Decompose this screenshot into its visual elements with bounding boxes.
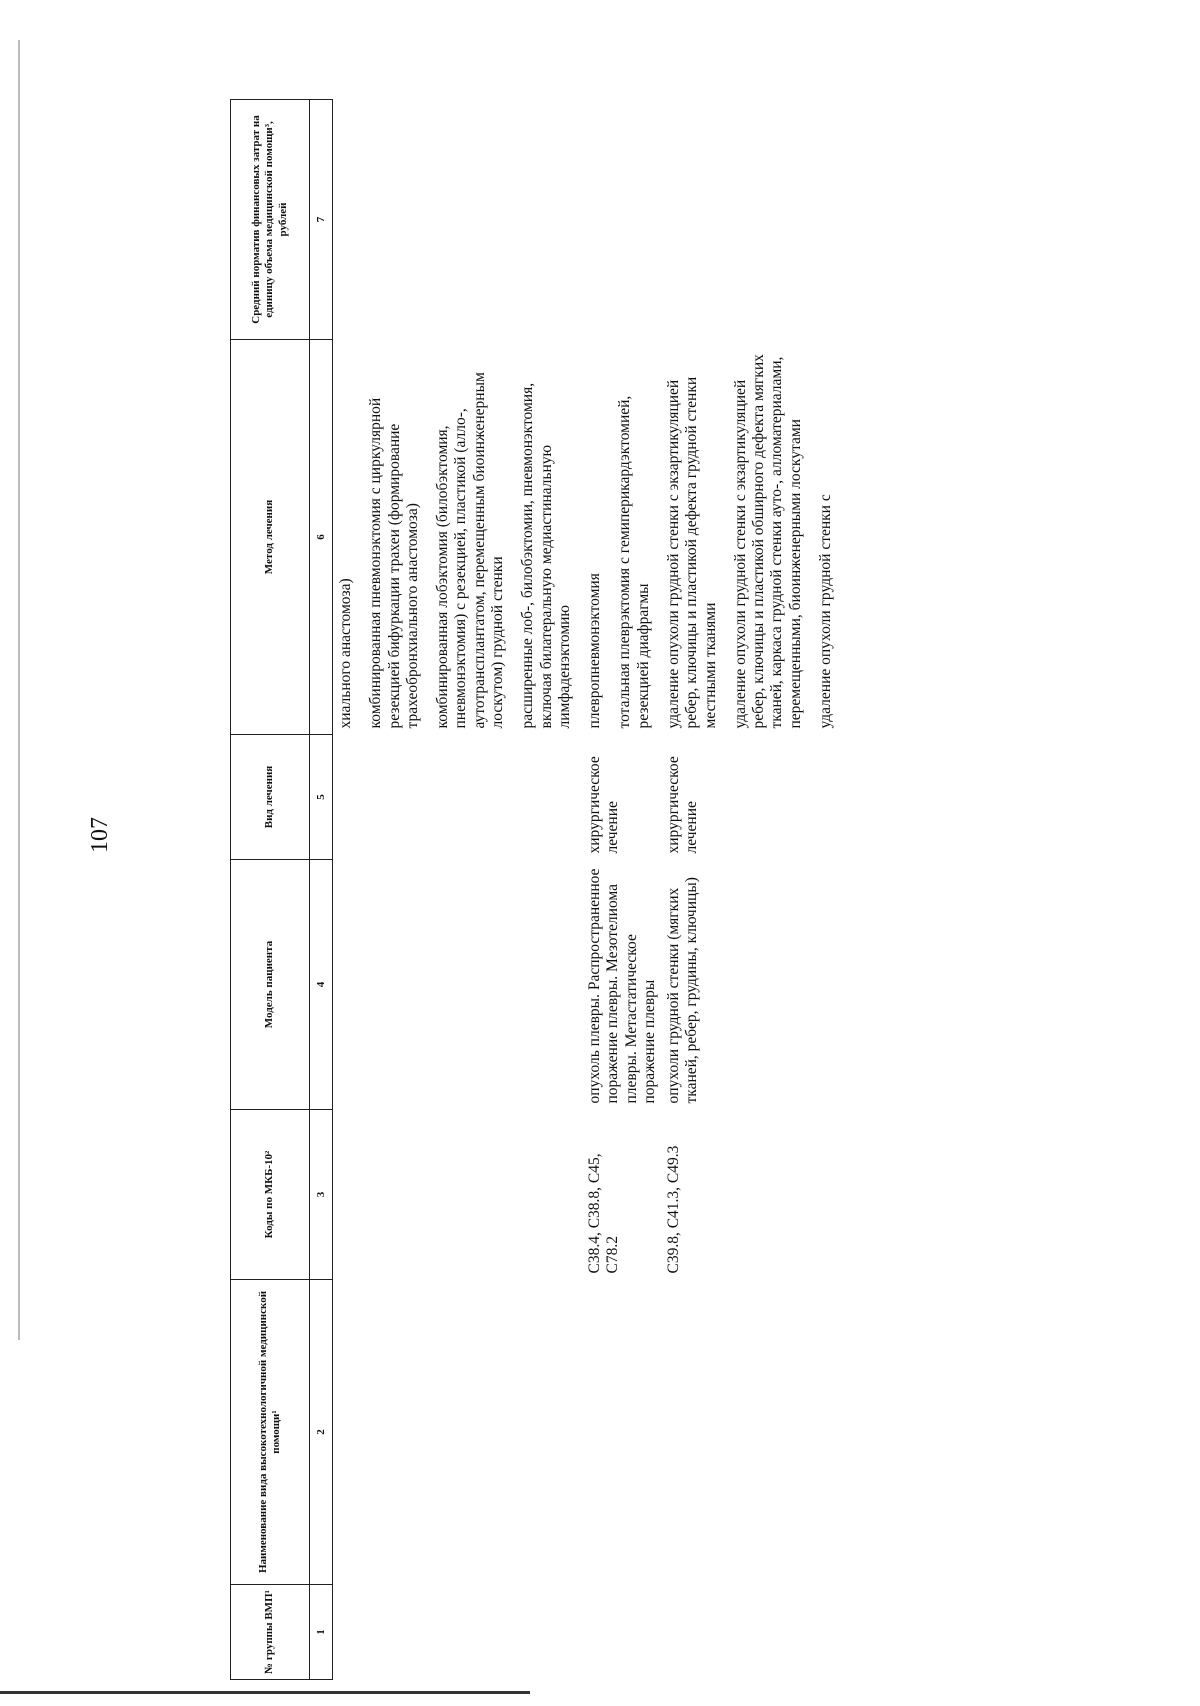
method-cell (586, 340, 665, 735)
header-icd-codes: Коды по МКБ-10² (231, 1110, 310, 1280)
table-inner (230, 100, 1090, 1680)
column-number: 5 (310, 735, 333, 860)
column-number: 7 (310, 100, 333, 340)
method-text: расширенные лоб-, билобэктомии, пневмонэктомия, включая билатеральную медиастинальную лимфаденэктомию (519, 382, 573, 729)
scan-bottom-line (0, 1691, 530, 1694)
treatment-type-cell: хирургическое лечение (586, 756, 622, 854)
header-treatment-type: Вид лечения (231, 735, 310, 860)
table-row-continuation (337, 100, 586, 1680)
header-cost-standard: Средний норматив финансовых затрат на единицу объема медицинской помощи³, рублей (231, 100, 310, 340)
header-treatment-method: Метод лечения (231, 340, 310, 735)
icd-codes-cell: C39.8, C41.3, C49.3 (664, 1145, 682, 1274)
method-cell (665, 340, 847, 735)
method-text: комбинированная лобэктомия (билобэктомия, пневмонэктомия) с резекцией, пластикой (алло-, аутотрансплантатом, перемещенным биоинженерным лоскутом) грудной стенки (434, 372, 506, 729)
header-row (231, 100, 310, 1680)
treatment-type-cell: хирургическое лечение (664, 756, 701, 854)
method-text: тотальная плеврэктомия с гемиперикардэктомией, резекцией диафрагмы (616, 395, 652, 729)
method-text: удаление опухоли грудной стенки с экзартикуляцией ребер, ключицы и пластикой обширного дефекта мягких тканей, каркаса грудной стенки ауто-, алломатериалами, перемещенными, биоинженерными лоскутами (731, 354, 804, 729)
table-row (586, 100, 665, 1680)
method-text: удаление опухоли грудной стенки с (816, 494, 834, 729)
column-number-row (310, 100, 333, 1680)
column-number: 1 (310, 1585, 333, 1680)
column-number: 2 (310, 1280, 333, 1585)
method-text: плевропневмонэктомия (586, 573, 604, 729)
column-number: 3 (310, 1110, 333, 1280)
column-number: 4 (310, 860, 333, 1110)
column-number: 6 (310, 340, 333, 735)
page-number: 107 (87, 817, 113, 853)
header-patient-model: Модель пациента (231, 860, 310, 1110)
method-cell (337, 340, 586, 735)
icd-codes-cell: C38.4, C38.8, C45, C78.2 (586, 1153, 622, 1274)
patient-model-cell: опухоли грудной стенки (мягких тканей, ребер, грудины, ключицы) (664, 877, 701, 1104)
table-frame (230, 100, 1090, 1680)
method-text: удаление опухоли грудной стенки с экзартикуляцией ребер, ключицы и пластикой дефекта грудной стенки местными тканями (664, 376, 719, 729)
table-row (665, 100, 847, 1680)
medical-care-table (230, 99, 847, 1680)
header-care-type-name: Наименование вида высокотехнологичной медицинской помощи¹ (231, 1280, 310, 1585)
method-text: хиального анастомоза) (337, 578, 354, 729)
patient-model-cell: опухоль плевры. Распространенное поражение плевры. Мезотелиома плевры. Метастатическое поражение плевры (586, 868, 658, 1104)
method-text: комбинированная пневмонэктомия с циркулярной резекцией бифуркации трахеи (формирование трахеобронхиального анастомоза) (367, 397, 421, 729)
scan-edge-line (18, 40, 20, 1340)
header-group-number: № группы ВМП¹ (231, 1585, 310, 1680)
